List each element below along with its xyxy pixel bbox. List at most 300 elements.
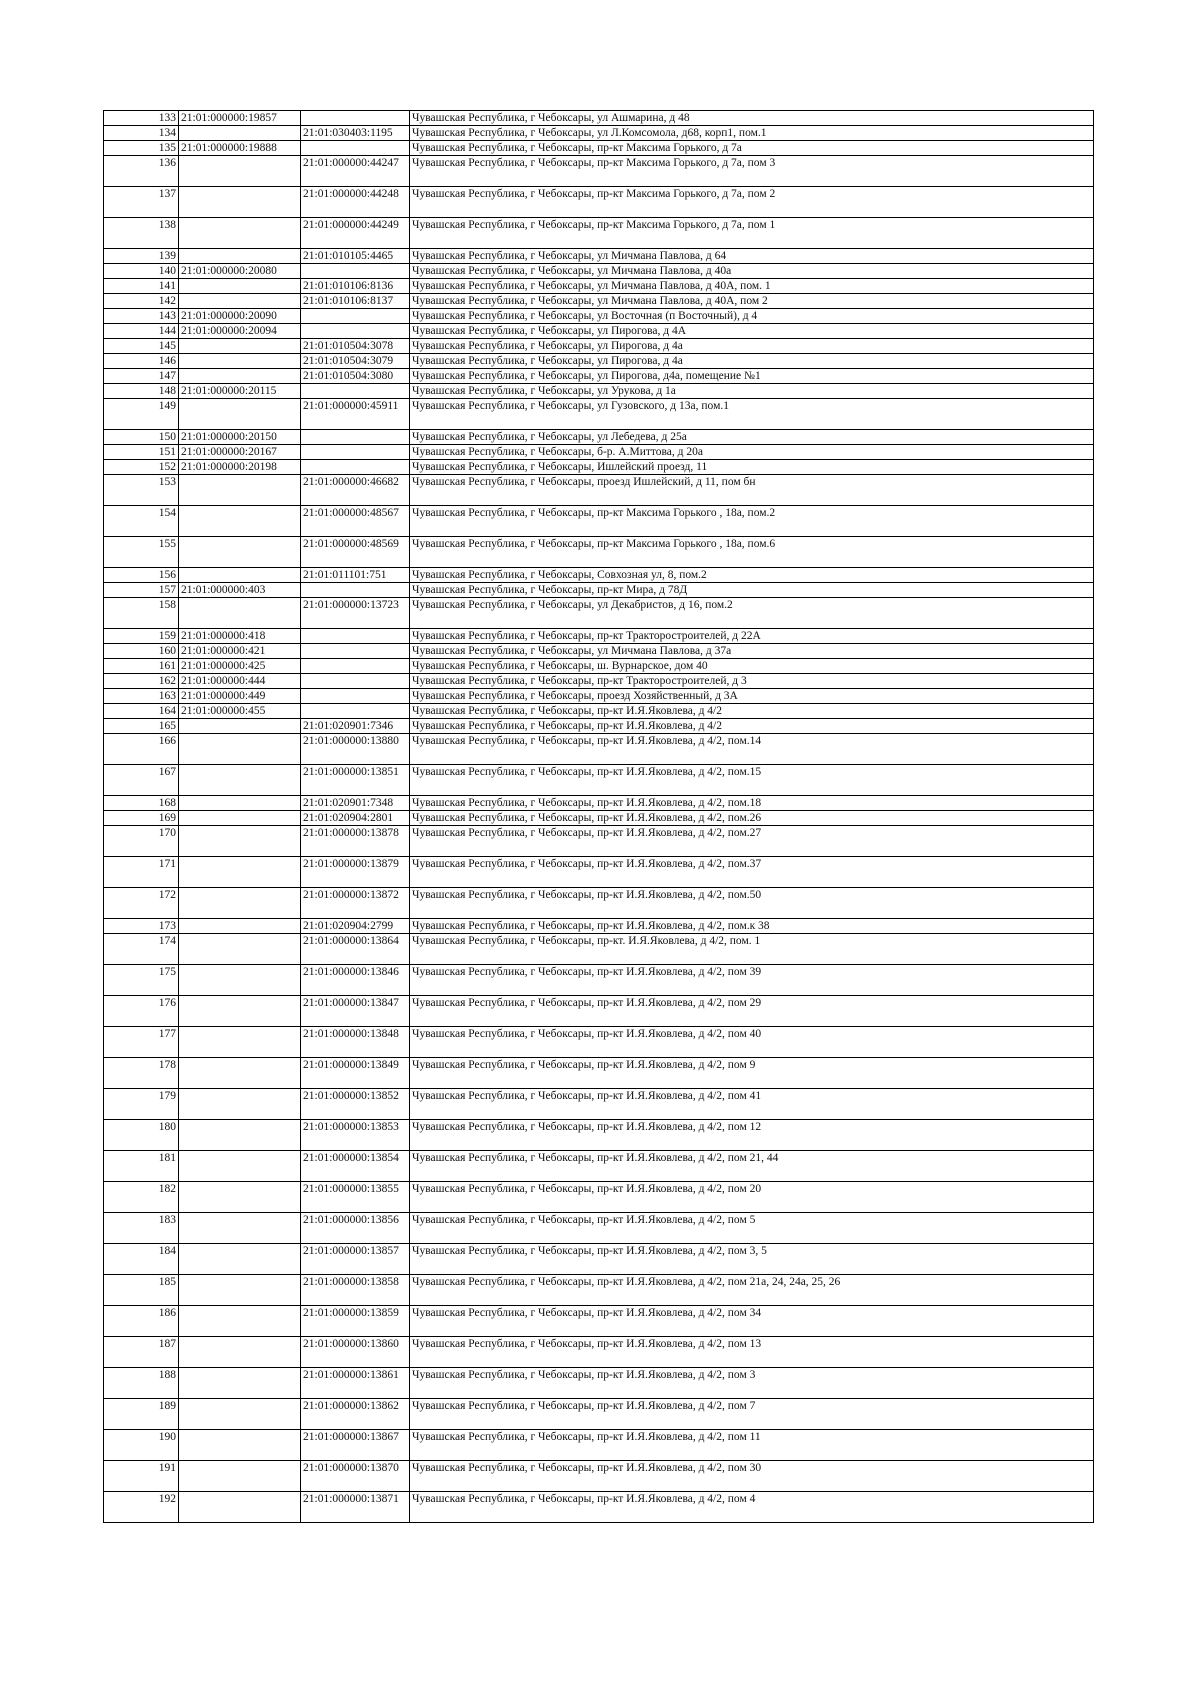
cadastral-number-land-cell bbox=[179, 1399, 301, 1430]
row-number-cell: 186 bbox=[104, 1306, 179, 1337]
cadastral-number-land-cell bbox=[179, 919, 301, 934]
cadastral-number-land-cell bbox=[179, 965, 301, 996]
address-cell: Чувашская Республика, г Чебоксары, проезд Ишлейский, д 11, пом бн bbox=[410, 475, 1094, 506]
cadastral-number-building-cell: 21:01:000000:13856 bbox=[301, 1213, 410, 1244]
address-cell: Чувашская Республика, г Чебоксары, Ишлейский проезд, 11 bbox=[410, 460, 1094, 475]
property-table bbox=[103, 110, 1094, 1523]
address-cell: Чувашская Республика, г Чебоксары, пр-кт И.Я.Яковлева, д 4/2 bbox=[410, 719, 1094, 734]
cadastral-number-building-cell bbox=[301, 629, 410, 644]
address-cell: Чувашская Республика, г Чебоксары, пр-кт Максима Горького, д 7а bbox=[410, 141, 1094, 156]
cadastral-number-land-cell bbox=[179, 1275, 301, 1306]
table-row bbox=[104, 369, 1094, 384]
address-cell: Чувашская Республика, г Чебоксары, пр-кт Максима Горького , 18а, пом.2 bbox=[410, 506, 1094, 537]
table-row bbox=[104, 126, 1094, 141]
cadastral-number-land-cell bbox=[179, 1182, 301, 1213]
address-cell: Чувашская Республика, г Чебоксары, пр-кт И.Я.Яковлева, д 4/2, пом 7 bbox=[410, 1399, 1094, 1430]
table-row bbox=[104, 811, 1094, 826]
row-number-cell: 164 bbox=[104, 704, 179, 719]
cadastral-number-land-cell bbox=[179, 1027, 301, 1058]
row-number-cell: 191 bbox=[104, 1461, 179, 1492]
row-number-cell: 171 bbox=[104, 857, 179, 888]
table-row bbox=[104, 734, 1094, 765]
cadastral-number-building-cell: 21:01:000000:13723 bbox=[301, 598, 410, 629]
row-number-cell: 146 bbox=[104, 354, 179, 369]
table-row bbox=[104, 1151, 1094, 1182]
address-cell: Чувашская Республика, г Чебоксары, пр-кт Максима Горького, д 7а, пом 2 bbox=[410, 187, 1094, 218]
cadastral-number-land-cell bbox=[179, 279, 301, 294]
address-cell: Чувашская Республика, г Чебоксары, пр-кт И.Я.Яковлева, д 4/2, пом 20 bbox=[410, 1182, 1094, 1213]
cadastral-number-building-cell: 21:01:030403:1195 bbox=[301, 126, 410, 141]
row-number-cell: 162 bbox=[104, 674, 179, 689]
cadastral-number-land-cell bbox=[179, 369, 301, 384]
row-number-cell: 167 bbox=[104, 765, 179, 796]
row-number-cell: 177 bbox=[104, 1027, 179, 1058]
cadastral-number-building-cell: 21:01:010106:8137 bbox=[301, 294, 410, 309]
cadastral-number-building-cell bbox=[301, 324, 410, 339]
table-row bbox=[104, 689, 1094, 704]
address-cell: Чувашская Республика, г Чебоксары, пр-кт И.Я.Яковлева, д 4/2, пом 41 bbox=[410, 1089, 1094, 1120]
table-row bbox=[104, 218, 1094, 249]
cadastral-number-building-cell: 21:01:000000:13880 bbox=[301, 734, 410, 765]
address-cell: Чувашская Республика, г Чебоксары, ул Мичмана Павлова, д 40а bbox=[410, 264, 1094, 279]
address-cell: Чувашская Республика, г Чебоксары, ул Урукова, д 1а bbox=[410, 384, 1094, 399]
address-cell: Чувашская Республика, г Чебоксары, пр-кт И.Я.Яковлева, д 4/2, пом 12 bbox=[410, 1120, 1094, 1151]
table-row bbox=[104, 1492, 1094, 1523]
row-number-cell: 133 bbox=[104, 111, 179, 126]
address-cell: Чувашская Республика, г Чебоксары, ул Мичмана Павлова, д 37а bbox=[410, 644, 1094, 659]
row-number-cell: 138 bbox=[104, 218, 179, 249]
cadastral-number-building-cell: 21:01:000000:13855 bbox=[301, 1182, 410, 1213]
table-row bbox=[104, 354, 1094, 369]
address-cell: Чувашская Республика, г Чебоксары, пр-кт Тракторостроителей, д 22А bbox=[410, 629, 1094, 644]
cadastral-number-land-cell bbox=[179, 249, 301, 264]
cadastral-number-building-cell: 21:01:000000:13861 bbox=[301, 1368, 410, 1399]
cadastral-number-building-cell: 21:01:000000:13853 bbox=[301, 1120, 410, 1151]
cadastral-number-building-cell bbox=[301, 141, 410, 156]
table-row bbox=[104, 537, 1094, 568]
cadastral-number-land-cell bbox=[179, 1492, 301, 1523]
table-row bbox=[104, 460, 1094, 475]
cadastral-number-land-cell: 21:01:000000:20090 bbox=[179, 309, 301, 324]
row-number-cell: 136 bbox=[104, 156, 179, 187]
cadastral-number-building-cell: 21:01:000000:13847 bbox=[301, 996, 410, 1027]
row-number-cell: 141 bbox=[104, 279, 179, 294]
table-row bbox=[104, 934, 1094, 965]
address-cell: Чувашская Республика, г Чебоксары, ул Пирогова, д4а, помещение №1 bbox=[410, 369, 1094, 384]
table-row bbox=[104, 156, 1094, 187]
cadastral-number-land-cell bbox=[179, 354, 301, 369]
cadastral-number-building-cell: 21:01:010106:8136 bbox=[301, 279, 410, 294]
address-cell: Чувашская Республика, г Чебоксары, пр-кт И.Я.Яковлева, д 4/2, пом 21, 44 bbox=[410, 1151, 1094, 1182]
table-row bbox=[104, 919, 1094, 934]
cadastral-number-building-cell: 21:01:011101:751 bbox=[301, 568, 410, 583]
cadastral-number-building-cell: 21:01:020901:7348 bbox=[301, 796, 410, 811]
cadastral-number-land-cell: 21:01:000000:20080 bbox=[179, 264, 301, 279]
table-row bbox=[104, 1120, 1094, 1151]
table-row bbox=[104, 384, 1094, 399]
cadastral-number-building-cell bbox=[301, 583, 410, 598]
cadastral-number-building-cell: 21:01:000000:44248 bbox=[301, 187, 410, 218]
table-row bbox=[104, 598, 1094, 629]
cadastral-number-building-cell: 21:01:000000:48569 bbox=[301, 537, 410, 568]
cadastral-number-building-cell: 21:01:000000:13872 bbox=[301, 888, 410, 919]
cadastral-number-building-cell bbox=[301, 445, 410, 460]
cadastral-number-land-cell bbox=[179, 796, 301, 811]
table-row bbox=[104, 187, 1094, 218]
address-cell: Чувашская Республика, г Чебоксары, ул Л.Комсомола, д68, корп1, пом.1 bbox=[410, 126, 1094, 141]
cadastral-number-building-cell: 21:01:020901:7346 bbox=[301, 719, 410, 734]
address-cell: Чувашская Республика, г Чебоксары, пр-кт. И.Я.Яковлева, д 4/2, пом. 1 bbox=[410, 934, 1094, 965]
cadastral-number-building-cell: 21:01:000000:13862 bbox=[301, 1399, 410, 1430]
row-number-cell: 155 bbox=[104, 537, 179, 568]
row-number-cell: 143 bbox=[104, 309, 179, 324]
cadastral-number-land-cell bbox=[179, 568, 301, 583]
cadastral-number-land-cell bbox=[179, 1213, 301, 1244]
cadastral-number-building-cell bbox=[301, 704, 410, 719]
row-number-cell: 152 bbox=[104, 460, 179, 475]
address-cell: Чувашская Республика, г Чебоксары, ул Мичмана Павлова, д 64 bbox=[410, 249, 1094, 264]
cadastral-number-land-cell: 21:01:000000:455 bbox=[179, 704, 301, 719]
row-number-cell: 179 bbox=[104, 1089, 179, 1120]
address-cell: Чувашская Республика, г Чебоксары, пр-кт И.Я.Яковлева, д 4/2, пом 39 bbox=[410, 965, 1094, 996]
row-number-cell: 175 bbox=[104, 965, 179, 996]
address-cell: Чувашская Республика, г Чебоксары, пр-кт И.Я.Яковлева, д 4/2 bbox=[410, 704, 1094, 719]
address-cell: Чувашская Республика, г Чебоксары, пр-кт И.Я.Яковлева, д 4/2, пом 29 bbox=[410, 996, 1094, 1027]
table-row bbox=[104, 1430, 1094, 1461]
cadastral-number-land-cell bbox=[179, 1337, 301, 1368]
table-row bbox=[104, 704, 1094, 719]
cadastral-number-land-cell: 21:01:000000:418 bbox=[179, 629, 301, 644]
row-number-cell: 176 bbox=[104, 996, 179, 1027]
address-cell: Чувашская Республика, г Чебоксары, пр-кт И.Я.Яковлева, д 4/2, пом.26 bbox=[410, 811, 1094, 826]
address-cell: Чувашская Республика, г Чебоксары, ул Пирогова, д 4а bbox=[410, 354, 1094, 369]
cadastral-number-building-cell bbox=[301, 384, 410, 399]
row-number-cell: 159 bbox=[104, 629, 179, 644]
row-number-cell: 163 bbox=[104, 689, 179, 704]
cadastral-number-land-cell: 21:01:000000:19857 bbox=[179, 111, 301, 126]
row-number-cell: 168 bbox=[104, 796, 179, 811]
address-cell: Чувашская Республика, г Чебоксары, ул Гузовского, д 13а, пом.1 bbox=[410, 399, 1094, 430]
cadastral-number-building-cell: 21:01:000000:13870 bbox=[301, 1461, 410, 1492]
cadastral-number-land-cell: 21:01:000000:20150 bbox=[179, 430, 301, 445]
cadastral-number-building-cell bbox=[301, 689, 410, 704]
address-cell: Чувашская Республика, г Чебоксары, пр-кт Максима Горького, д 7а, пом 1 bbox=[410, 218, 1094, 249]
cadastral-number-land-cell bbox=[179, 734, 301, 765]
row-number-cell: 169 bbox=[104, 811, 179, 826]
address-cell: Чувашская Республика, г Чебоксары, пр-кт И.Я.Яковлева, д 4/2, пом 30 bbox=[410, 1461, 1094, 1492]
cadastral-number-land-cell bbox=[179, 126, 301, 141]
table-row bbox=[104, 1368, 1094, 1399]
cadastral-number-building-cell: 21:01:010504:3080 bbox=[301, 369, 410, 384]
row-number-cell: 134 bbox=[104, 126, 179, 141]
row-number-cell: 153 bbox=[104, 475, 179, 506]
address-cell: Чувашская Республика, г Чебоксары, пр-кт И.Я.Яковлева, д 4/2, пом 5 bbox=[410, 1213, 1094, 1244]
cadastral-number-building-cell: 21:01:000000:44247 bbox=[301, 156, 410, 187]
cadastral-number-building-cell: 21:01:000000:45911 bbox=[301, 399, 410, 430]
row-number-cell: 180 bbox=[104, 1120, 179, 1151]
table-row bbox=[104, 279, 1094, 294]
row-number-cell: 166 bbox=[104, 734, 179, 765]
row-number-cell: 189 bbox=[104, 1399, 179, 1430]
row-number-cell: 192 bbox=[104, 1492, 179, 1523]
address-cell: Чувашская Республика, г Чебоксары, пр-кт Максима Горького, д 7а, пом 3 bbox=[410, 156, 1094, 187]
row-number-cell: 145 bbox=[104, 339, 179, 354]
address-cell: Чувашская Республика, г Чебоксары, пр-кт И.Я.Яковлева, д 4/2, пом 40 bbox=[410, 1027, 1094, 1058]
cadastral-number-building-cell bbox=[301, 460, 410, 475]
table-row bbox=[104, 1275, 1094, 1306]
address-cell: Чувашская Республика, г Чебоксары, ул Лебедева, д 25а bbox=[410, 430, 1094, 445]
cadastral-number-land-cell bbox=[179, 339, 301, 354]
cadastral-number-building-cell: 21:01:020904:2799 bbox=[301, 919, 410, 934]
property-table-body bbox=[104, 111, 1094, 1523]
row-number-cell: 188 bbox=[104, 1368, 179, 1399]
table-row bbox=[104, 583, 1094, 598]
table-row bbox=[104, 264, 1094, 279]
row-number-cell: 140 bbox=[104, 264, 179, 279]
cadastral-number-building-cell: 21:01:000000:13864 bbox=[301, 934, 410, 965]
table-row bbox=[104, 965, 1094, 996]
address-cell: Чувашская Республика, г Чебоксары, пр-кт Тракторостроителей, д 3 bbox=[410, 674, 1094, 689]
cadastral-number-land-cell: 21:01:000000:403 bbox=[179, 583, 301, 598]
row-number-cell: 137 bbox=[104, 187, 179, 218]
cadastral-number-building-cell: 21:01:000000:44249 bbox=[301, 218, 410, 249]
table-row bbox=[104, 430, 1094, 445]
address-cell: Чувашская Республика, г Чебоксары, пр-кт И.Я.Яковлева, д 4/2, пом 9 bbox=[410, 1058, 1094, 1089]
table-row bbox=[104, 674, 1094, 689]
cadastral-number-land-cell bbox=[179, 765, 301, 796]
row-number-cell: 157 bbox=[104, 583, 179, 598]
address-cell: Чувашская Республика, г Чебоксары, ш. Вурнарское, дом 40 bbox=[410, 659, 1094, 674]
row-number-cell: 142 bbox=[104, 294, 179, 309]
address-cell: Чувашская Республика, г Чебоксары, ул Ашмарина, д 48 bbox=[410, 111, 1094, 126]
address-cell: Чувашская Республика, г Чебоксары, пр-кт Максима Горького , 18а, пом.6 bbox=[410, 537, 1094, 568]
cadastral-number-land-cell: 21:01:000000:421 bbox=[179, 644, 301, 659]
cadastral-number-land-cell bbox=[179, 399, 301, 430]
address-cell: Чувашская Республика, г Чебоксары, пр-кт И.Я.Яковлева, д 4/2, пом.15 bbox=[410, 765, 1094, 796]
table-row bbox=[104, 644, 1094, 659]
cadastral-number-land-cell bbox=[179, 1120, 301, 1151]
address-cell: Чувашская Республика, г Чебоксары, Совхозная ул, 8, пом.2 bbox=[410, 568, 1094, 583]
table-row bbox=[104, 659, 1094, 674]
address-cell: Чувашская Республика, г Чебоксары, пр-кт И.Я.Яковлева, д 4/2, пом 4 bbox=[410, 1492, 1094, 1523]
cadastral-number-building-cell: 21:01:000000:13852 bbox=[301, 1089, 410, 1120]
cadastral-number-land-cell bbox=[179, 857, 301, 888]
address-cell: Чувашская Республика, г Чебоксары, ул Пирогова, д 4а bbox=[410, 339, 1094, 354]
cadastral-number-land-cell: 21:01:000000:19888 bbox=[179, 141, 301, 156]
cadastral-number-land-cell: 21:01:000000:20094 bbox=[179, 324, 301, 339]
cadastral-number-land-cell bbox=[179, 1058, 301, 1089]
cadastral-number-building-cell: 21:01:000000:13878 bbox=[301, 826, 410, 857]
row-number-cell: 178 bbox=[104, 1058, 179, 1089]
table-row bbox=[104, 339, 1094, 354]
cadastral-number-building-cell: 21:01:000000:13858 bbox=[301, 1275, 410, 1306]
row-number-cell: 160 bbox=[104, 644, 179, 659]
cadastral-number-building-cell: 21:01:000000:13851 bbox=[301, 765, 410, 796]
table-row bbox=[104, 249, 1094, 264]
cadastral-number-land-cell bbox=[179, 811, 301, 826]
row-number-cell: 151 bbox=[104, 445, 179, 460]
cadastral-number-building-cell bbox=[301, 430, 410, 445]
cadastral-number-land-cell bbox=[179, 294, 301, 309]
cadastral-number-land-cell: 21:01:000000:425 bbox=[179, 659, 301, 674]
table-row bbox=[104, 796, 1094, 811]
row-number-cell: 170 bbox=[104, 826, 179, 857]
cadastral-number-land-cell bbox=[179, 1461, 301, 1492]
address-cell: Чувашская Республика, г Чебоксары, ул Восточная (п Восточный), д 4 bbox=[410, 309, 1094, 324]
cadastral-number-land-cell bbox=[179, 888, 301, 919]
cadastral-number-building-cell: 21:01:010504:3079 bbox=[301, 354, 410, 369]
row-number-cell: 183 bbox=[104, 1213, 179, 1244]
row-number-cell: 147 bbox=[104, 369, 179, 384]
cadastral-number-building-cell: 21:01:000000:46682 bbox=[301, 475, 410, 506]
row-number-cell: 165 bbox=[104, 719, 179, 734]
row-number-cell: 173 bbox=[104, 919, 179, 934]
table-row bbox=[104, 309, 1094, 324]
table-row bbox=[104, 324, 1094, 339]
cadastral-number-building-cell: 21:01:000000:13857 bbox=[301, 1244, 410, 1275]
table-row bbox=[104, 568, 1094, 583]
table-row bbox=[104, 1461, 1094, 1492]
cadastral-number-building-cell: 21:01:000000:13859 bbox=[301, 1306, 410, 1337]
table-row bbox=[104, 445, 1094, 460]
cadastral-number-building-cell: 21:01:010105:4465 bbox=[301, 249, 410, 264]
cadastral-number-building-cell: 21:01:010504:3078 bbox=[301, 339, 410, 354]
table-row bbox=[104, 1058, 1094, 1089]
cadastral-number-building-cell bbox=[301, 111, 410, 126]
row-number-cell: 161 bbox=[104, 659, 179, 674]
table-row bbox=[104, 1027, 1094, 1058]
table-row bbox=[104, 1182, 1094, 1213]
address-cell: Чувашская Республика, г Чебоксары, пр-кт Мира, д 78Д bbox=[410, 583, 1094, 598]
address-cell: Чувашская Республика, г Чебоксары, пр-кт И.Я.Яковлева, д 4/2, пом.27 bbox=[410, 826, 1094, 857]
cadastral-number-land-cell bbox=[179, 1368, 301, 1399]
address-cell: Чувашская Республика, г Чебоксары, б-р. А.Миттова, д 20а bbox=[410, 445, 1094, 460]
cadastral-number-land-cell bbox=[179, 719, 301, 734]
table-row bbox=[104, 294, 1094, 309]
row-number-cell: 185 bbox=[104, 1275, 179, 1306]
address-cell: Чувашская Республика, г Чебоксары, пр-кт И.Я.Яковлева, д 4/2, пом.18 bbox=[410, 796, 1094, 811]
cadastral-number-land-cell bbox=[179, 1430, 301, 1461]
row-number-cell: 184 bbox=[104, 1244, 179, 1275]
address-cell: Чувашская Республика, г Чебоксары, пр-кт И.Я.Яковлева, д 4/2, пом.к 38 bbox=[410, 919, 1094, 934]
row-number-cell: 182 bbox=[104, 1182, 179, 1213]
cadastral-number-land-cell bbox=[179, 996, 301, 1027]
cadastral-number-land-cell bbox=[179, 1089, 301, 1120]
cadastral-number-land-cell bbox=[179, 934, 301, 965]
cadastral-number-land-cell bbox=[179, 187, 301, 218]
table-row bbox=[104, 888, 1094, 919]
cadastral-number-building-cell: 21:01:020904:2801 bbox=[301, 811, 410, 826]
cadastral-number-building-cell bbox=[301, 674, 410, 689]
address-cell: Чувашская Республика, г Чебоксары, пр-кт И.Я.Яковлева, д 4/2, пом 21а, 24, 24а, 25, 26 bbox=[410, 1275, 1094, 1306]
address-cell: Чувашская Республика, г Чебоксары, ул Мичмана Павлова, д 40А, пом 2 bbox=[410, 294, 1094, 309]
cadastral-number-building-cell: 21:01:000000:13849 bbox=[301, 1058, 410, 1089]
address-cell: Чувашская Республика, г Чебоксары, пр-кт И.Я.Яковлева, д 4/2, пом 11 bbox=[410, 1430, 1094, 1461]
table-row bbox=[104, 719, 1094, 734]
cadastral-number-land-cell: 21:01:000000:20167 bbox=[179, 445, 301, 460]
cadastral-number-land-cell bbox=[179, 1244, 301, 1275]
cadastral-number-land-cell bbox=[179, 826, 301, 857]
cadastral-number-building-cell: 21:01:000000:13871 bbox=[301, 1492, 410, 1523]
cadastral-number-land-cell bbox=[179, 475, 301, 506]
table-row bbox=[104, 1306, 1094, 1337]
table-row bbox=[104, 629, 1094, 644]
address-cell: Чувашская Республика, г Чебоксары, пр-кт И.Я.Яковлева, д 4/2, пом 3, 5 bbox=[410, 1244, 1094, 1275]
row-number-cell: 144 bbox=[104, 324, 179, 339]
cadastral-number-land-cell: 21:01:000000:20198 bbox=[179, 460, 301, 475]
table-row bbox=[104, 857, 1094, 888]
cadastral-number-building-cell: 21:01:000000:13848 bbox=[301, 1027, 410, 1058]
table-row bbox=[104, 1089, 1094, 1120]
cadastral-number-land-cell bbox=[179, 156, 301, 187]
row-number-cell: 174 bbox=[104, 934, 179, 965]
row-number-cell: 150 bbox=[104, 430, 179, 445]
cadastral-number-building-cell bbox=[301, 309, 410, 324]
address-cell: Чувашская Республика, г Чебоксары, пр-кт И.Я.Яковлева, д 4/2, пом.50 bbox=[410, 888, 1094, 919]
table-row bbox=[104, 1337, 1094, 1368]
table-row bbox=[104, 765, 1094, 796]
row-number-cell: 149 bbox=[104, 399, 179, 430]
row-number-cell: 187 bbox=[104, 1337, 179, 1368]
cadastral-number-land-cell bbox=[179, 1151, 301, 1182]
row-number-cell: 172 bbox=[104, 888, 179, 919]
row-number-cell: 190 bbox=[104, 1430, 179, 1461]
cadastral-number-building-cell: 21:01:000000:13860 bbox=[301, 1337, 410, 1368]
row-number-cell: 181 bbox=[104, 1151, 179, 1182]
address-cell: Чувашская Республика, г Чебоксары, пр-кт И.Я.Яковлева, д 4/2, пом 34 bbox=[410, 1306, 1094, 1337]
table-row bbox=[104, 1399, 1094, 1430]
row-number-cell: 135 bbox=[104, 141, 179, 156]
table-row bbox=[104, 475, 1094, 506]
cadastral-number-land-cell: 21:01:000000:449 bbox=[179, 689, 301, 704]
address-cell: Чувашская Республика, г Чебоксары, пр-кт И.Я.Яковлева, д 4/2, пом 3 bbox=[410, 1368, 1094, 1399]
cadastral-number-land-cell bbox=[179, 506, 301, 537]
cadastral-number-building-cell: 21:01:000000:13854 bbox=[301, 1151, 410, 1182]
cadastral-number-building-cell: 21:01:000000:13846 bbox=[301, 965, 410, 996]
row-number-cell: 154 bbox=[104, 506, 179, 537]
cadastral-number-building-cell: 21:01:000000:48567 bbox=[301, 506, 410, 537]
address-cell: Чувашская Республика, г Чебоксары, пр-кт И.Я.Яковлева, д 4/2, пом 13 bbox=[410, 1337, 1094, 1368]
row-number-cell: 156 bbox=[104, 568, 179, 583]
cadastral-number-building-cell: 21:01:000000:13879 bbox=[301, 857, 410, 888]
cadastral-number-land-cell: 21:01:000000:444 bbox=[179, 674, 301, 689]
table-row bbox=[104, 141, 1094, 156]
cadastral-number-building-cell bbox=[301, 659, 410, 674]
cadastral-number-land-cell bbox=[179, 598, 301, 629]
cadastral-number-land-cell: 21:01:000000:20115 bbox=[179, 384, 301, 399]
cadastral-number-building-cell bbox=[301, 264, 410, 279]
cadastral-number-land-cell bbox=[179, 1306, 301, 1337]
table-row bbox=[104, 996, 1094, 1027]
address-cell: Чувашская Республика, г Чебоксары, проезд Хозяйственный, д 3А bbox=[410, 689, 1094, 704]
table-row bbox=[104, 399, 1094, 430]
address-cell: Чувашская Республика, г Чебоксары, пр-кт И.Я.Яковлева, д 4/2, пом.37 bbox=[410, 857, 1094, 888]
address-cell: Чувашская Республика, г Чебоксары, пр-кт И.Я.Яковлева, д 4/2, пом.14 bbox=[410, 734, 1094, 765]
table-row bbox=[104, 1213, 1094, 1244]
cadastral-number-land-cell bbox=[179, 537, 301, 568]
address-cell: Чувашская Республика, г Чебоксары, ул Пирогова, д 4А bbox=[410, 324, 1094, 339]
address-cell: Чувашская Республика, г Чебоксары, ул Декабристов, д 16, пом.2 bbox=[410, 598, 1094, 629]
cadastral-number-land-cell bbox=[179, 218, 301, 249]
cadastral-number-building-cell: 21:01:000000:13867 bbox=[301, 1430, 410, 1461]
cadastral-number-building-cell bbox=[301, 644, 410, 659]
table-row bbox=[104, 506, 1094, 537]
row-number-cell: 148 bbox=[104, 384, 179, 399]
table-row bbox=[104, 826, 1094, 857]
address-cell: Чувашская Республика, г Чебоксары, ул Мичмана Павлова, д 40А, пом. 1 bbox=[410, 279, 1094, 294]
row-number-cell: 139 bbox=[104, 249, 179, 264]
table-row bbox=[104, 111, 1094, 126]
